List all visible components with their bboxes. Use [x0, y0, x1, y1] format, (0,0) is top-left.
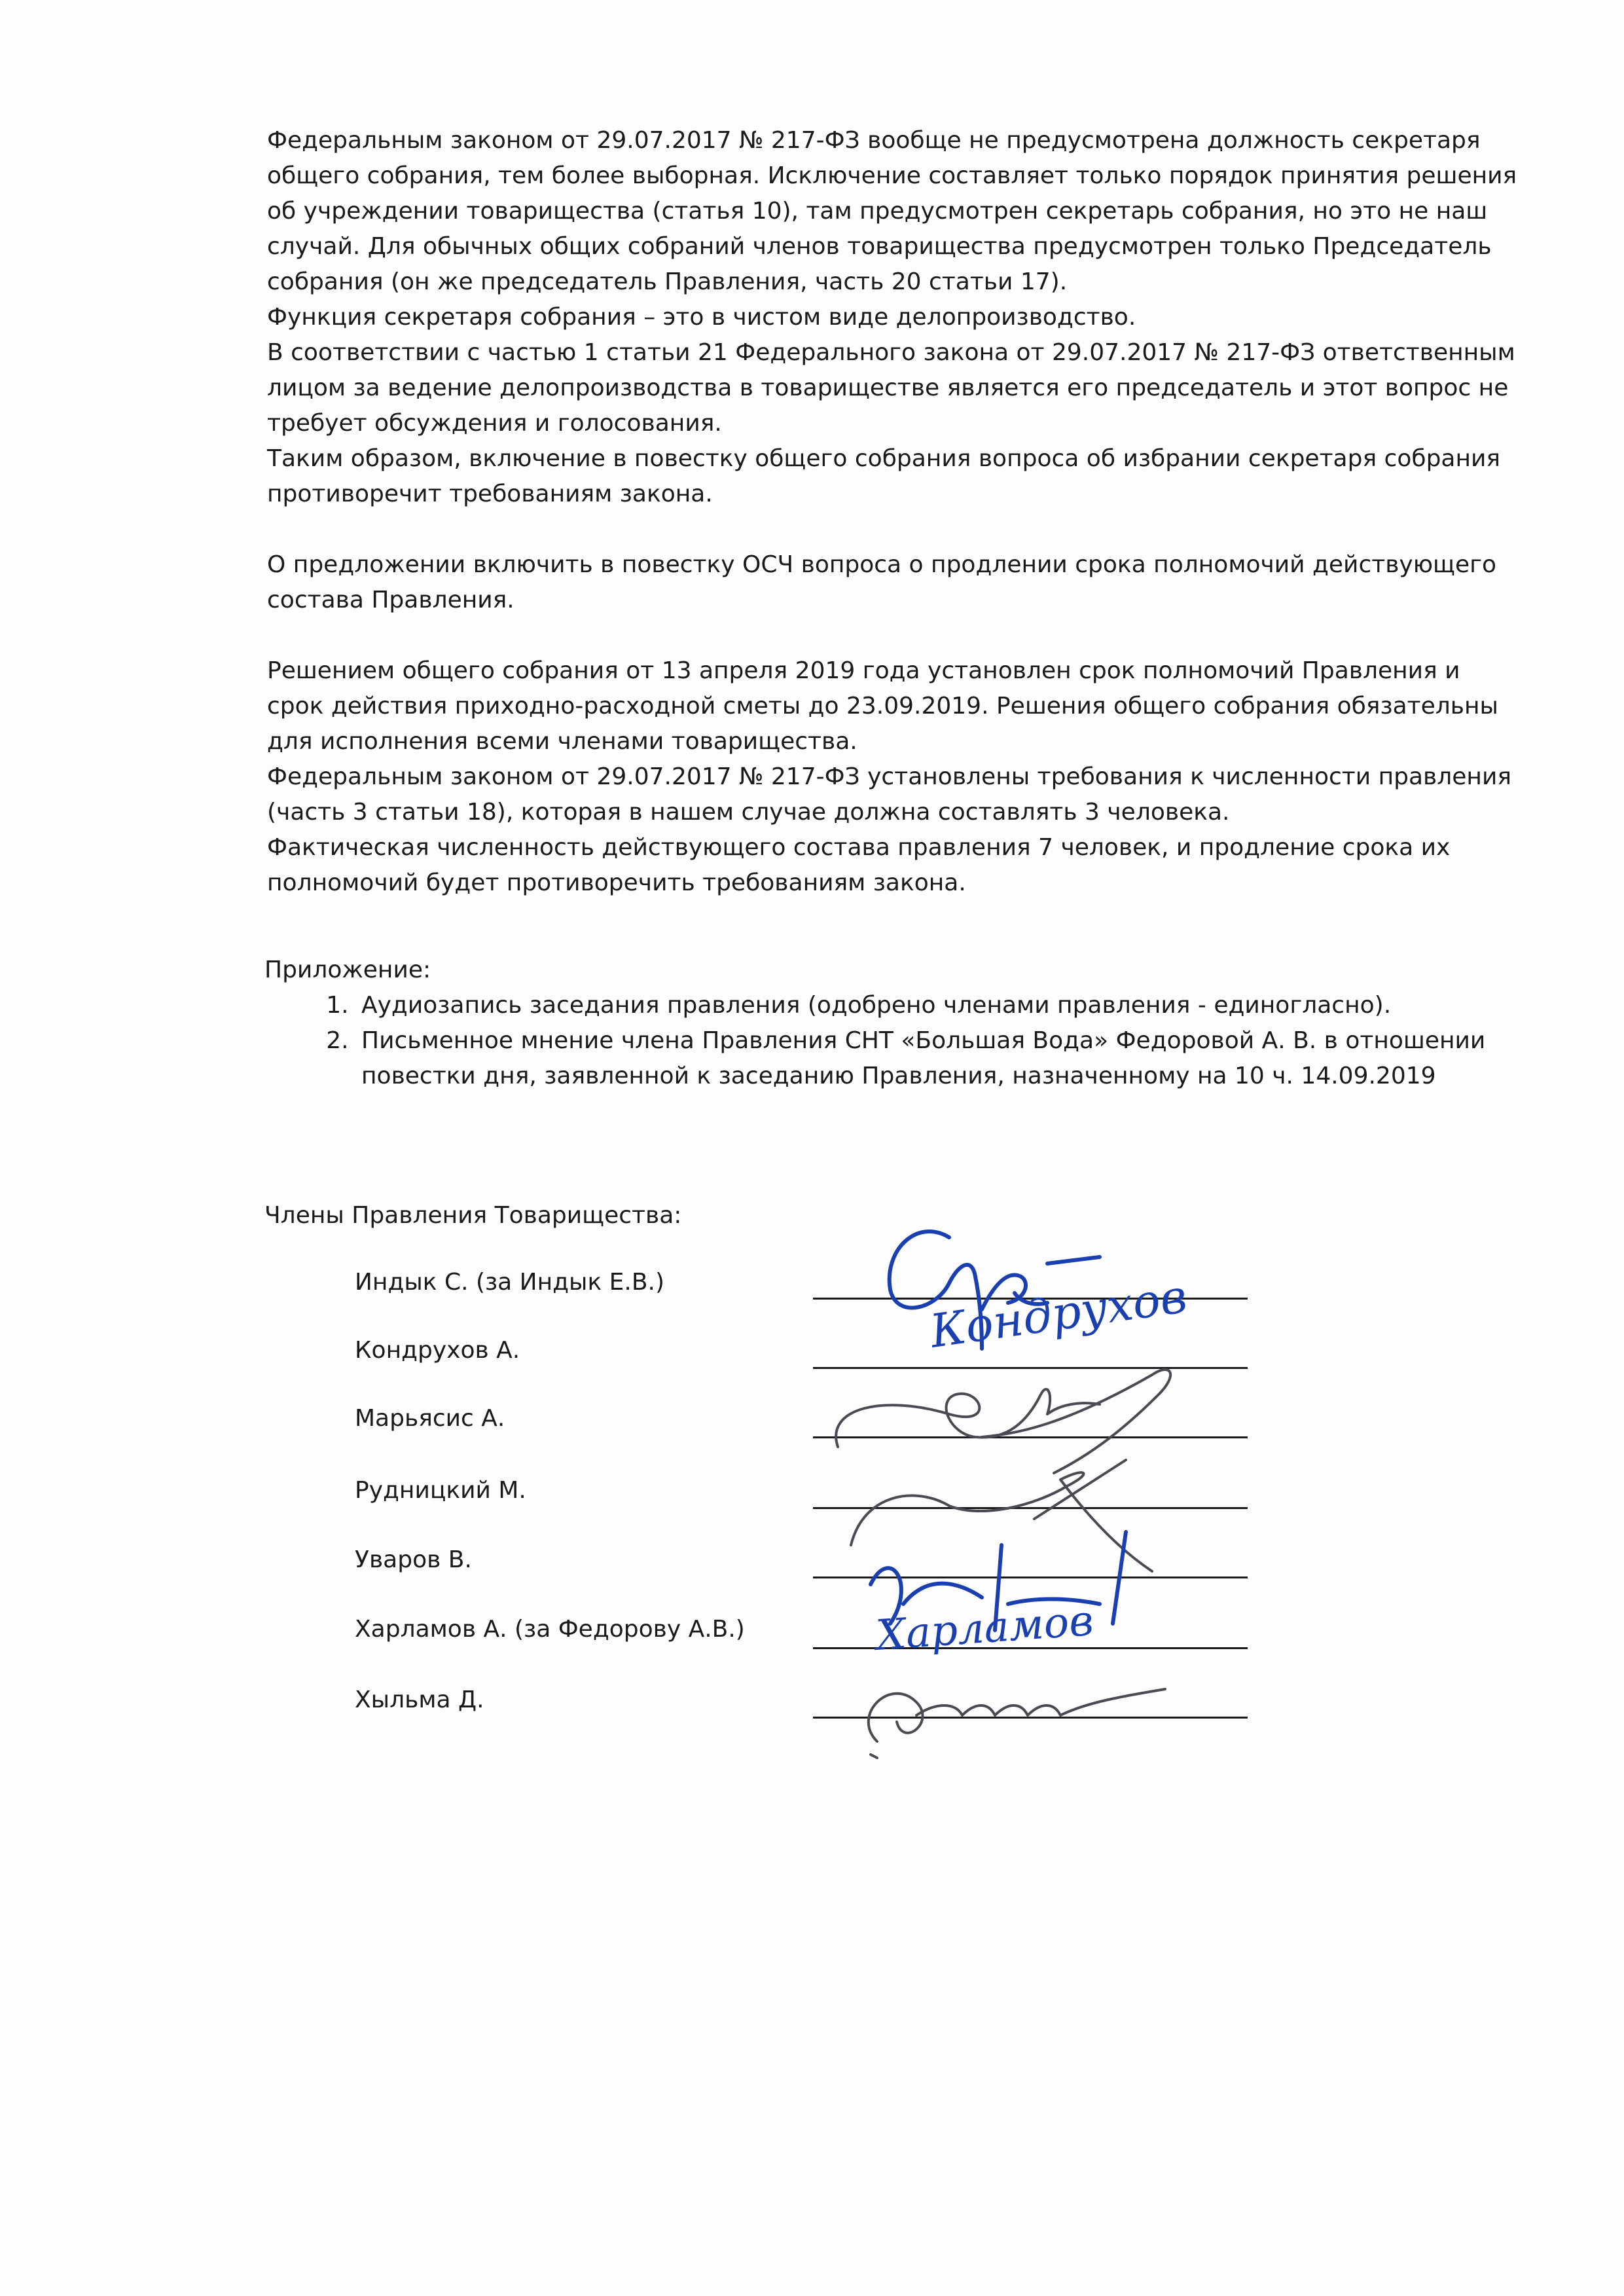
appendix-item-text: повестки дня, заявленной к заседанию Правления, назначенному на 10 ч. 14.09.2019: [361, 1063, 1436, 1089]
paragraph-gap: [267, 618, 1485, 653]
text-line: Функция секретаря собрания – это в чистом виде делопроизводство.: [267, 304, 1136, 331]
signature-kharlamov: [871, 1597, 1095, 1660]
member-name: Индык С. (за Индык Е.В.): [355, 1269, 665, 1296]
appendix-item: [356, 988, 1508, 1023]
text-line: Федеральным законом от 29.07.2017 № 217-ФЗ вообще не предусмотрена должность секретаря: [267, 127, 1481, 154]
text-line: требует обсуждения и голосования.: [267, 410, 722, 437]
member-name: Харламов А. (за Федорову А.В.): [355, 1616, 745, 1643]
paragraph-secretary: [267, 123, 1517, 512]
member-name: Кондрухов А.: [355, 1337, 520, 1364]
text-line: (часть 3 статьи 18), которая в нашем случае должна составлять 3 человека.: [267, 799, 1230, 826]
text-line: состава Правления.: [267, 587, 514, 613]
member-name: Рудницкий М.: [355, 1477, 526, 1504]
text-line: срок действия приходно-расходной сметы до 23.09.2019. Решения общего собрания обязательны: [267, 693, 1498, 720]
text-line: Фактическая численность действующего состава правления 7 человек, и продление срока их: [267, 834, 1451, 861]
signature-kondrukhov-text: Кондрухов: [926, 1269, 1191, 1358]
paragraph-gap: [267, 512, 1485, 547]
paragraph-decision: [267, 653, 1512, 901]
text-line: Решением общего собрания от 13 апреля 2019 года установлен срок полномочий Правления и: [267, 657, 1460, 684]
paragraph-extension-proposal: [267, 547, 1497, 618]
text-line: лицом за ведение делопроизводства в товариществе является его председатель и этот вопрос не: [267, 374, 1509, 401]
text-line: общего собрания, тем более выборная. Исключение составляет только порядок принятия решения: [267, 162, 1517, 189]
text-line: для исполнения всеми членами товарищества.: [267, 728, 857, 755]
appendix-item-text: Аудиозапись заседания правления (одобрено членами правления - единогласно).: [361, 992, 1392, 1019]
signature-kondrukhov: [926, 1269, 1190, 1358]
text-line: собрания (он же председатель Правления, часть 20 статьи 17).: [267, 268, 1068, 295]
appendix: [264, 953, 1508, 1094]
member-name: Марьясис А.: [355, 1405, 505, 1432]
signature-maryasis: [836, 1370, 1170, 1473]
text-line: Федеральным законом от 29.07.2017 № 217-ФЗ установлены требования к численности правления: [267, 763, 1512, 790]
text-line: В соответствии с частью 1 статьи 21 Федерального закона от 29.07.2017 № 217-ФЗ ответственным: [267, 339, 1515, 366]
member-name: Уваров В.: [355, 1546, 472, 1573]
text-line: полномочий будет противоречить требованиям закона.: [267, 869, 966, 896]
appendix-item-text: Письменное мнение члена Правления СНТ «Большая Вода» Федоровой А. В. в отношении: [361, 1027, 1486, 1054]
text-line: противоречит требованиям закона.: [267, 481, 713, 507]
text-line: об учреждении товарищества (статья 10), там предусмотрен секретарь собрания, но это не наш: [267, 198, 1488, 225]
member-name: Хыльма Д.: [355, 1686, 484, 1713]
text-line: случай. Для обычных общих собраний членов товарищества предусмотрен только Председатель: [267, 233, 1492, 260]
appendix-list: [264, 988, 1508, 1094]
text-line: О предложении включить в повестку ОСЧ вопроса о продлении срока полномочий действующего: [267, 551, 1497, 578]
members-heading: Члены Правления Товарищества:: [264, 1202, 682, 1229]
text-line: Таким образом, включение в повестку общего собрания вопроса об избрании секретаря собрания: [267, 445, 1501, 472]
signature-khylma: [869, 1689, 1165, 1758]
body-text: [267, 123, 1517, 901]
signatures-graphic: [785, 1178, 1244, 1768]
appendix-title: Приложение:: [264, 957, 431, 983]
signature-kharlamov-text: Харламов: [874, 1596, 1095, 1660]
appendix-item: [356, 1023, 1508, 1094]
